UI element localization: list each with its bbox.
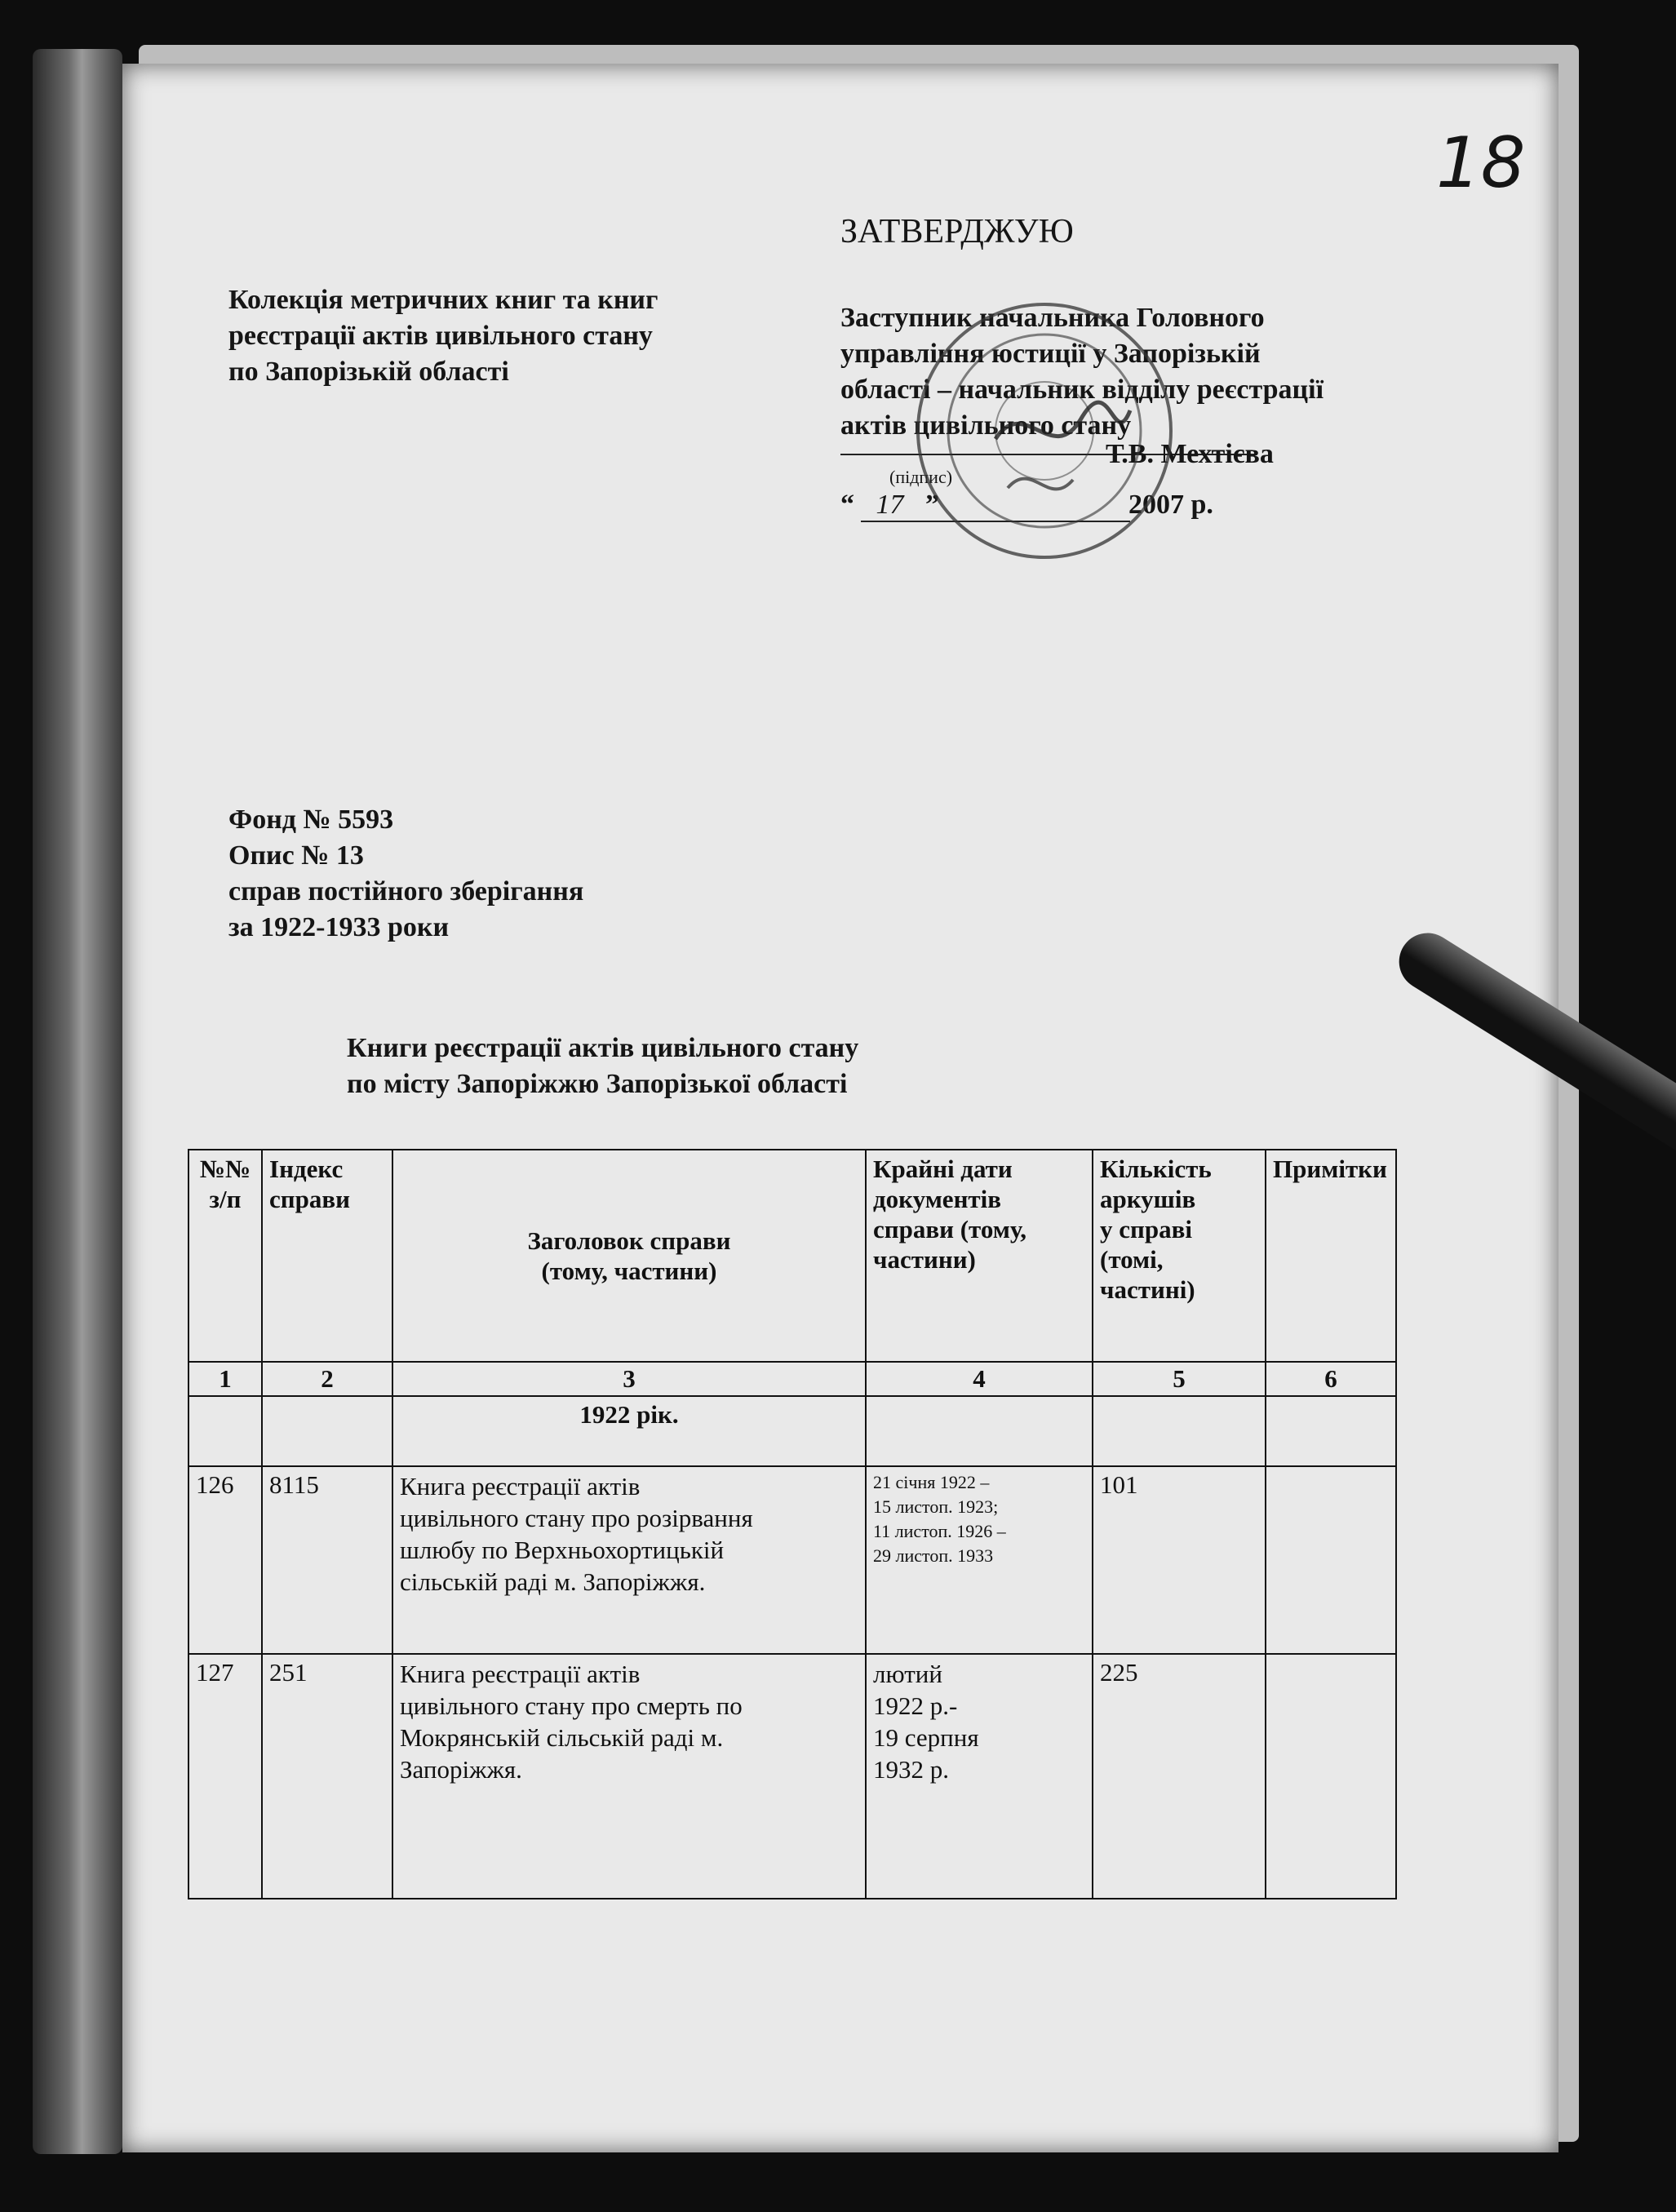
fond-line: за 1922-1933 роки xyxy=(228,912,450,942)
row-index: 251 xyxy=(262,1654,392,1899)
year-label: 1922 рік. xyxy=(392,1396,866,1466)
header-title: Заголовок справи (тому, частини) xyxy=(392,1150,866,1362)
date-year: 2007 р. xyxy=(1128,490,1213,520)
inventory-table xyxy=(188,1149,1397,1899)
section-title xyxy=(347,1031,858,1102)
signature-caption: (підпис) xyxy=(889,467,953,487)
signer-name: Т.В. Мехтієва xyxy=(1106,439,1274,469)
row-notes xyxy=(1266,1466,1396,1654)
position-line: управління юстиції у Запорізькій xyxy=(840,339,1261,369)
position-line: актів цивільного стану xyxy=(840,410,1132,441)
row-dates: 21 січня 1922 – 15 листоп. 1923; 11 листоп. 1926 – 29 листоп. 1933 xyxy=(866,1466,1093,1654)
column-number: 1 xyxy=(188,1362,262,1396)
row-dates: лютий 1922 р.- 19 серпня 1932 р. xyxy=(866,1654,1093,1899)
row-title: Книга реєстрації актів цивільного стану про розірвання шлюбу по Верхньохортицькій сільській раді м. Запоріжжя. xyxy=(392,1466,866,1654)
section-title-line: Книги реєстрації актів цивільного стану xyxy=(347,1033,859,1063)
column-number: 6 xyxy=(1266,1362,1396,1396)
official-seal-stamp xyxy=(910,296,1179,565)
date-open-quote: “ xyxy=(840,490,854,520)
collection-title xyxy=(228,282,658,390)
fond-line: Фонд № 5593 xyxy=(228,805,394,835)
column-number: 5 xyxy=(1093,1362,1266,1396)
date-day: 17 xyxy=(876,490,904,520)
table-header-row xyxy=(188,1150,1396,1362)
header-num: №№ з/п xyxy=(188,1150,262,1362)
document-page xyxy=(122,64,1559,2152)
row-sheets: 101 xyxy=(1093,1466,1266,1654)
position-line: області – начальник відділу реєстрації xyxy=(840,375,1324,405)
fond-line: справ постійного зберігання xyxy=(228,876,584,907)
header-sheets: Кількість аркушів у справі (томі, частині) xyxy=(1093,1150,1266,1362)
collection-line: по Запорізькій області xyxy=(228,357,509,387)
fond-inventory-info xyxy=(228,802,583,946)
position-line: Заступник начальника Головного xyxy=(840,303,1265,333)
row-index: 8115 xyxy=(262,1466,392,1654)
column-number-row xyxy=(188,1362,1396,1396)
table-row xyxy=(188,1466,1396,1654)
header-notes: Примітки xyxy=(1266,1150,1396,1362)
column-number: 4 xyxy=(866,1362,1093,1396)
fond-line: Опис № 13 xyxy=(228,840,364,871)
date-close-quote: ” xyxy=(925,490,939,520)
collection-line: Колекція метричних книг та книг xyxy=(228,285,658,315)
header-dates: Крайні дати документів справи (тому, частини) xyxy=(866,1150,1093,1362)
approval-heading: ЗАТВЕРДЖУЮ xyxy=(840,213,1074,250)
header-index: Індекс справи xyxy=(262,1150,392,1362)
row-notes xyxy=(1266,1654,1396,1899)
row-sheets: 225 xyxy=(1093,1654,1266,1899)
column-number: 2 xyxy=(262,1362,392,1396)
row-num: 126 xyxy=(188,1466,262,1654)
section-title-line: по місту Запоріжжю Запорізької області xyxy=(347,1069,848,1099)
collection-line: реєстрації актів цивільного стану xyxy=(228,321,653,351)
page-number: 18 xyxy=(1436,122,1526,204)
binder-spine xyxy=(33,49,122,2154)
column-number: 3 xyxy=(392,1362,866,1396)
year-row xyxy=(188,1396,1396,1466)
row-title: Книга реєстрації актів цивільного стану про смерть по Мокрянській сільській раді м. Запоріжжя. xyxy=(392,1654,866,1899)
row-num: 127 xyxy=(188,1654,262,1899)
table-row xyxy=(188,1654,1396,1899)
